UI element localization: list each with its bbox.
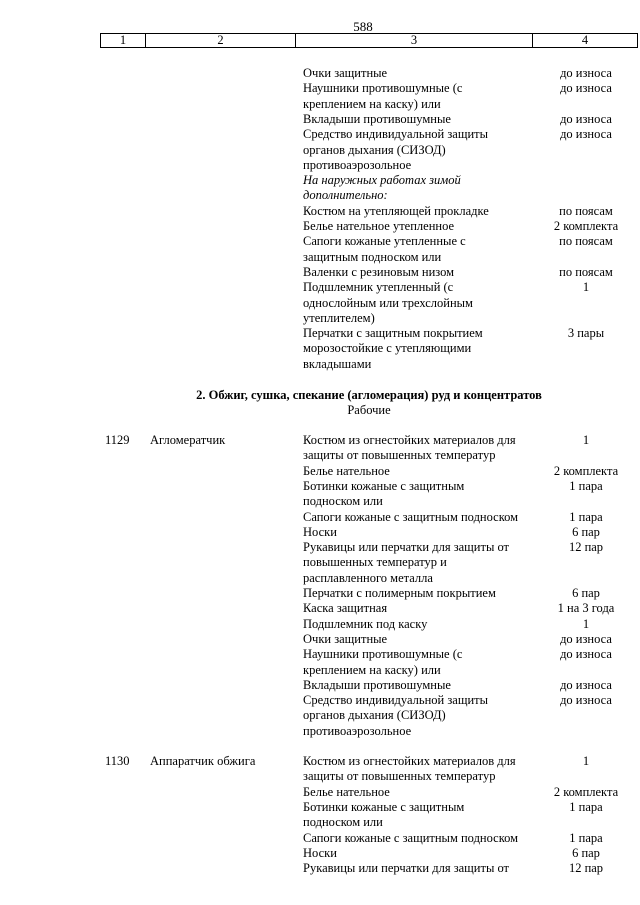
ppe-quantity: 1 на 3 года bbox=[557, 601, 615, 616]
header-col-3: 3 bbox=[296, 34, 533, 47]
table-header bbox=[100, 33, 638, 48]
ppe-item-line: Белье нательное bbox=[303, 463, 390, 478]
ppe-item-line: утеплителем) bbox=[303, 310, 375, 325]
section-subtitle: Рабочие bbox=[347, 403, 391, 417]
page-number: 588 bbox=[353, 19, 373, 34]
ppe-quantity: 6 пар bbox=[572, 586, 600, 600]
ppe-item-line: Костюм из огнестойких материалов для bbox=[303, 433, 516, 447]
ppe-quantity: 1 bbox=[582, 616, 590, 631]
ppe-item-line: Костюм из огнестойких материалов для bbox=[303, 754, 516, 768]
ppe-quantity: по поясам bbox=[559, 264, 613, 279]
ppe-item-line: креплением на каску) или bbox=[303, 662, 441, 677]
ppe-quantity: 1 пара bbox=[569, 509, 603, 524]
ppe-quantity: 6 пар bbox=[572, 845, 600, 860]
ppe-item-line: Рукавицы или перчатки для защиты от bbox=[303, 861, 510, 876]
ppe-item-line: Средство индивидуальной защиты bbox=[303, 693, 489, 708]
ppe-item-line: Вкладыши противошумные bbox=[303, 111, 451, 126]
ppe-quantity: 1 пара bbox=[569, 799, 603, 814]
ppe-quantity: до износа bbox=[560, 631, 612, 646]
ppe-quantity: 1 bbox=[582, 280, 590, 295]
ppe-item-line: Перчатки с полимерным покрытием bbox=[303, 586, 496, 600]
ppe-item-line: органов дыхания (СИЗОД) bbox=[303, 142, 446, 157]
ppe-item-line: расплавленного металла bbox=[303, 570, 433, 585]
ppe-quantity: по поясам bbox=[559, 203, 613, 218]
ppe-item-line: Валенки с резиновым низом bbox=[303, 264, 455, 279]
ppe-quantity: 1 bbox=[582, 433, 590, 447]
ppe-item-line: дополнительно: bbox=[303, 188, 388, 203]
header-col-4: 4 bbox=[581, 33, 589, 47]
ppe-item-line: подноском или bbox=[303, 815, 383, 830]
ppe-quantity: 3 пары bbox=[567, 326, 605, 341]
profession-name: Аппаратчик обжига bbox=[150, 754, 256, 768]
ppe-quantity: 2 комплекта bbox=[553, 463, 619, 478]
ppe-quantity: 12 пар bbox=[568, 861, 604, 876]
ppe-item-line: Носки bbox=[303, 524, 337, 539]
ppe-item-line: Подшлемник утепленный (с bbox=[303, 280, 454, 295]
item-number: 1129 bbox=[105, 433, 130, 447]
ppe-item-line: Наушники противошумные (с bbox=[303, 81, 463, 96]
ppe-quantity: до износа bbox=[560, 81, 612, 96]
ppe-item-line: Сапоги кожаные с защитным подноском bbox=[303, 830, 519, 845]
ppe-item-line: защиты от повышенных температур bbox=[303, 448, 496, 463]
ppe-quantity: 1 пара bbox=[569, 478, 603, 493]
ppe-item-line: На наружных работах зимой bbox=[303, 173, 461, 188]
ppe-item-line: морозостойкие с утепляющими bbox=[303, 341, 472, 356]
ppe-quantity: до износа bbox=[560, 677, 612, 692]
ppe-quantity: до износа bbox=[560, 127, 612, 142]
ppe-item-line: однослойным или трехслойным bbox=[303, 295, 473, 310]
ppe-item-line: Носки bbox=[303, 845, 337, 860]
ppe-quantity: до износа bbox=[560, 693, 612, 708]
ppe-item-line: Очки защитные bbox=[303, 66, 388, 80]
ppe-item-line: защитным подноском или bbox=[303, 249, 442, 264]
ppe-item-line: Средство индивидуальной защиты bbox=[303, 127, 489, 142]
ppe-item-line: Костюм на утепляющей прокладке bbox=[303, 203, 489, 218]
ppe-item-line: Подшлемник под каску bbox=[303, 616, 428, 631]
section-title: 2. Обжиг, сушка, спекание (агломерация) руд и концентратов bbox=[196, 388, 542, 402]
ppe-item-line: подноском или bbox=[303, 494, 383, 509]
ppe-item-line: Ботинки кожаные с защитным bbox=[303, 478, 465, 493]
ppe-item-line: противоаэрозольное bbox=[303, 157, 412, 172]
ppe-item-line: Белье нательное утепленное bbox=[303, 219, 455, 233]
header-col-2: 2 bbox=[146, 34, 296, 47]
ppe-item-line: Каска защитная bbox=[303, 601, 388, 616]
ppe-item-line: Рукавицы или перчатки для защиты от bbox=[303, 540, 510, 555]
profession-name: Агломератчик bbox=[150, 433, 226, 447]
ppe-quantity: 1 bbox=[582, 754, 590, 768]
ppe-item-line: органов дыхания (СИЗОД) bbox=[303, 708, 446, 723]
ppe-item-line: вкладышами bbox=[303, 356, 372, 371]
ppe-quantity: до износа bbox=[560, 111, 612, 126]
ppe-item-line: Сапоги кожаные утепленные с bbox=[303, 234, 466, 249]
ppe-quantity: 2 комплекта bbox=[553, 784, 619, 799]
ppe-item-line: Очки защитные bbox=[303, 631, 388, 646]
item-number: 1130 bbox=[105, 754, 130, 768]
ppe-quantity: до износа bbox=[560, 66, 612, 80]
ppe-item-line: Сапоги кожаные с защитным подноском bbox=[303, 509, 519, 524]
ppe-item-line: противоаэрозольное bbox=[303, 723, 412, 738]
ppe-item-line: повышенных температур и bbox=[303, 555, 447, 570]
ppe-item-line: Наушники противошумные (с bbox=[303, 647, 463, 662]
ppe-item-line: Перчатки с защитным покрытием bbox=[303, 326, 483, 341]
ppe-item-line: Ботинки кожаные с защитным bbox=[303, 799, 465, 814]
ppe-item-line: креплением на каску) или bbox=[303, 96, 441, 111]
ppe-quantity: 1 пара bbox=[569, 830, 603, 845]
ppe-quantity: 6 пар bbox=[572, 524, 600, 539]
header-col-1: 1 bbox=[101, 34, 146, 47]
ppe-quantity: 2 комплекта bbox=[553, 219, 619, 233]
ppe-quantity: 12 пар bbox=[568, 540, 604, 555]
ppe-quantity: до износа bbox=[560, 647, 612, 662]
ppe-item-line: защиты от повышенных температур bbox=[303, 769, 496, 784]
ppe-item-line: Вкладыши противошумные bbox=[303, 677, 451, 692]
ppe-item-line: Белье нательное bbox=[303, 784, 390, 799]
ppe-quantity: по поясам bbox=[559, 234, 613, 249]
